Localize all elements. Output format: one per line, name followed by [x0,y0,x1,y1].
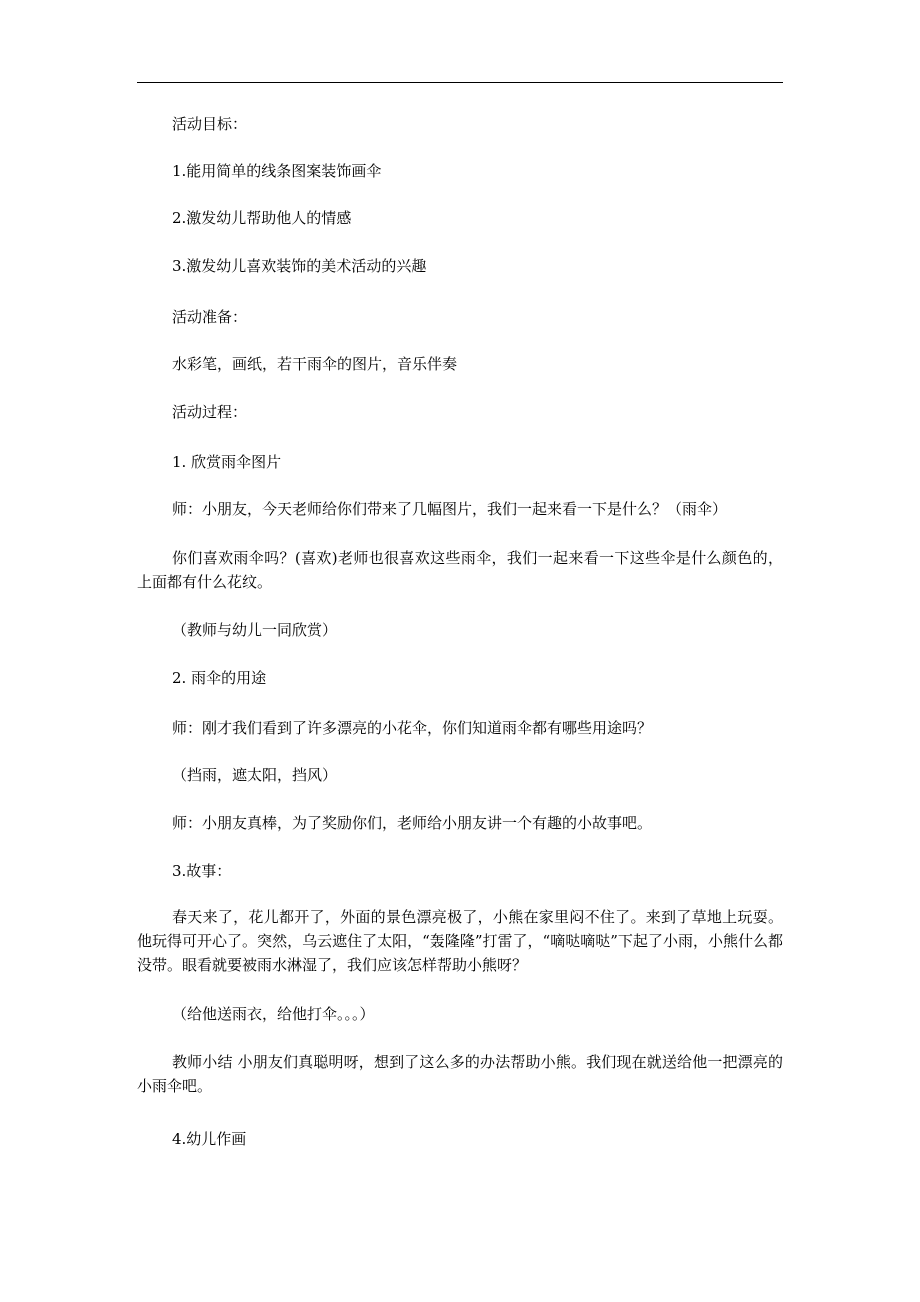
header-rule [137,82,783,83]
step-1-title: 1. 欣赏雨伞图片 [172,453,282,471]
step-2-title: 2. 雨伞的用途 [172,669,267,687]
step-1-note: （教师与幼儿一同欣赏） [172,621,338,639]
step-4-title: 4.幼儿作画 [172,1130,247,1148]
heading-goals: 活动目标： [172,115,248,133]
step-2-praise: 师：小朋友真棒，为了奖励你们，老师给小朋友讲一个有趣的小故事吧。 [172,814,653,832]
goal-item-2: 2.激发幼儿帮助他人的情感 [172,209,352,227]
step-2-teacher-line: 师：刚才我们看到了许多漂亮的小花伞，你们知道雨伞都有哪些用途吗？ [172,719,653,737]
teacher-summary: 教师小结 小朋友们真聪明呀，想到了这么多的办法帮助小熊。我们现在就送给他一把漂亮的小雨伞吧。 [137,1053,783,1095]
step-1-paragraph: 你们喜欢雨伞吗？(喜欢)老师也很喜欢这些雨伞，我们一起来看一下这些伞是什么颜色的，上面都有什么花纹。 [137,549,783,591]
goal-item-1: 1.能用简单的线条图案装饰画伞 [172,162,382,180]
step-1-teacher-line: 师：小朋友，今天老师给你们带来了几幅图片，我们一起来看一下是什么？（雨伞） [172,500,728,518]
goal-item-3: 3.激发幼儿喜欢装饰的美术活动的兴趣 [172,257,427,275]
story-paragraph: 春天来了，花儿都开了，外面的景色漂亮极了，小熊在家里闷不住了。来到了草地上玩耍。他玩得可开心了。突然，乌云遮住了太阳，“轰隆隆”打雷了，“嘀哒嘀哒”下起了小雨，小熊什么都没带。眼看就要被雨水淋湿了，我们应该怎样帮助小熊呀？ [137,908,783,974]
preparation-materials: 水彩笔，画纸，若干雨伞的图片，音乐伴奏 [172,355,458,373]
step-2-answer: （挡雨，遮太阳，挡风） [172,766,338,784]
heading-process: 活动过程： [172,403,248,421]
step-3-title: 3.故事： [172,862,232,880]
heading-preparation: 活动准备： [172,308,248,326]
story-answer: （给他送雨衣，给他打伞。。。） [172,1005,375,1023]
